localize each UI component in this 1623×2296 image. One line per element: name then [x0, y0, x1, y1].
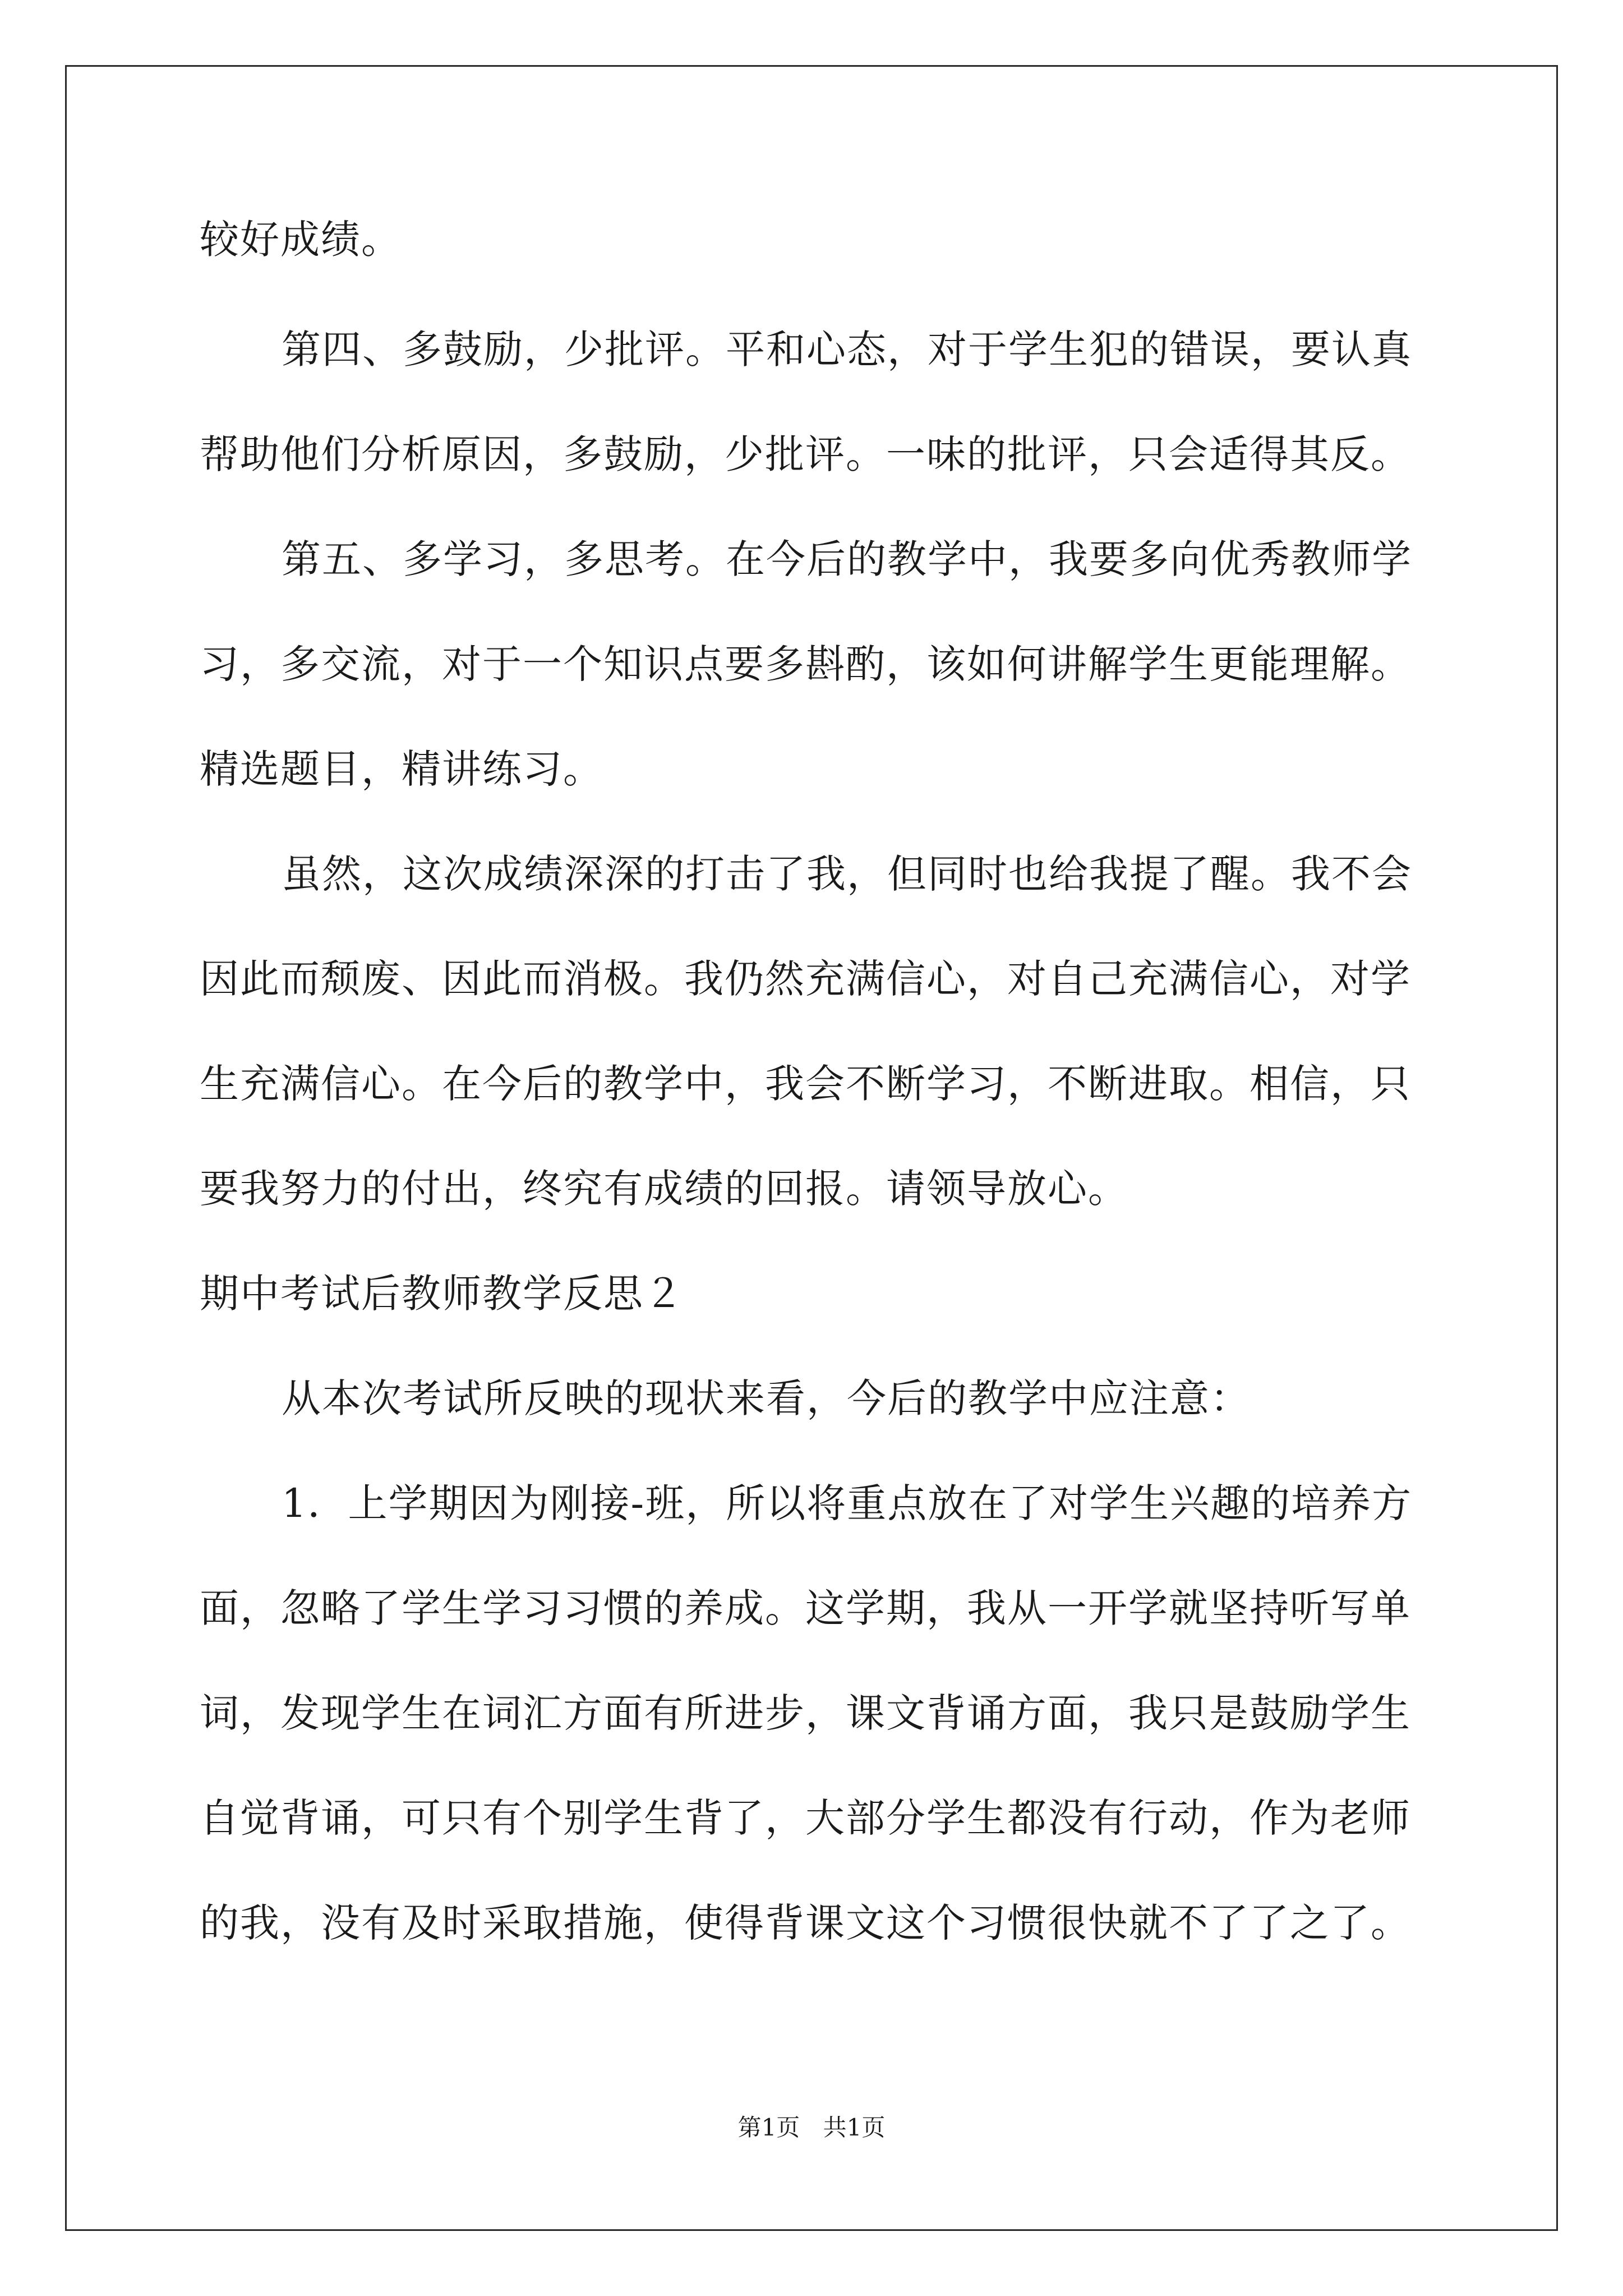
body-line: 较好成绩。: [200, 217, 402, 263]
body-line: 习，多交流，对于一个知识点要多斟酌，该如何讲解学生更能理解。: [200, 641, 1411, 687]
body-line: 词，发现学生在词汇方面有所进步，课文背诵方面，我只是鼓励学生: [200, 1690, 1411, 1736]
body-line: 生充满信心。在今后的教学中，我会不断学习，不断进取。相信，只: [200, 1061, 1411, 1107]
body-line: 因此而颓废、因此而消极。我仍然充满信心，对自己充满信心，对学: [200, 956, 1411, 1002]
body-line: 第四、多鼓励，少批评。平和心态，对于学生犯的错误，要认真: [282, 326, 1412, 372]
section-heading: 期中考试后教师教学反思２: [200, 1271, 684, 1317]
body-line: 的我，没有及时采取措施，使得背课文这个习惯很快就不了了之了。: [200, 1900, 1411, 1946]
body-line: 第五、多学习，多思考。在今后的教学中，我要多向优秀教师学: [282, 536, 1412, 582]
body-line: 自觉背诵，可只有个别学生背了，大部分学生都没有行动，作为老师: [200, 1795, 1411, 1841]
body-line: 虽然，这次成绩深深的打击了我，但同时也给我提了醒。我不会: [282, 851, 1412, 897]
page-number-total: 共1页: [823, 2114, 886, 2141]
body-line: 面，忽略了学生学习习惯的养成。这学期，我从一开学就坚持听写单: [200, 1585, 1411, 1631]
body-line: 1．上学期因为刚接-班，所以将重点放在了对学生兴趣的培养方: [282, 1480, 1413, 1526]
body-line: 从本次考试所反映的现状来看，今后的教学中应注意：: [282, 1375, 1251, 1421]
body-line: 精选题目，精讲练习。: [200, 746, 603, 792]
body-line: 帮助他们分析原因，多鼓励，少批评。一味的批评，只会适得其反。: [200, 431, 1411, 477]
page-number-current: 第1页: [737, 2114, 800, 2141]
body-line: 要我努力的付出，终究有成绩的回报。请领导放心。: [200, 1166, 1128, 1212]
page-footer: [0, 2109, 1623, 2143]
